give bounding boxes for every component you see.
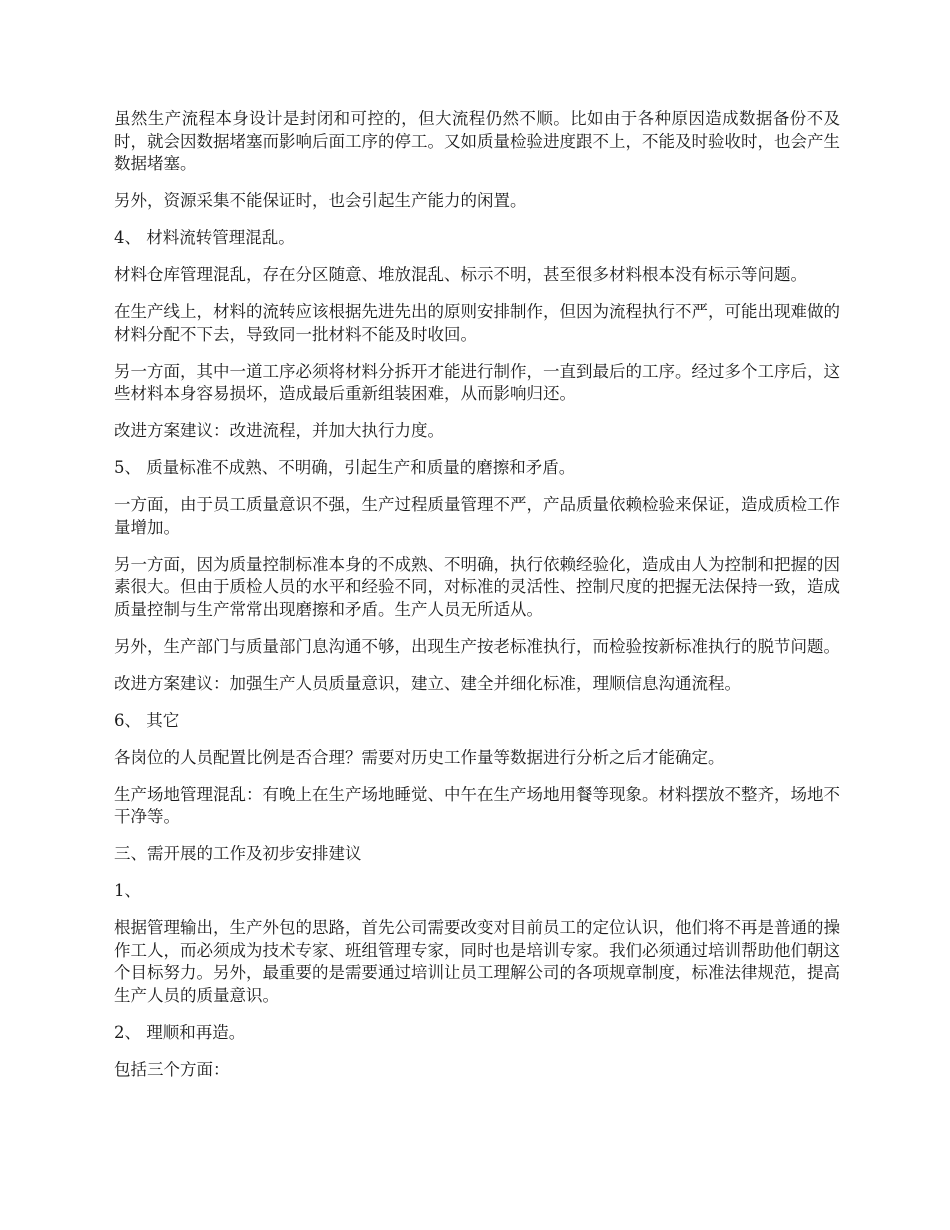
paragraph-warehouse: 材料仓库管理混乱，存在分区随意、堆放混乱、标示不明，甚至很多材料根本没有标示等问题。 [114,265,807,284]
paragraph-training: 根据管理输出，生产外包的思路，首先公司需要改变对目前员工的定位认识，他们将不再是普通的操作工人，而必须成为技术专家、班组管理专家，同时也是培训专家。我们必须通过培训帮助他们朝这个目标努力。另外，最重要的是需要通过培训让员工理解公司的各项规章制度，标准法律规范，提高生产人员的质量意识。 [114,918,840,1005]
heading-item-2: 2、 理顺和再造。 [114,1022,246,1042]
paragraph-production-line: 在生产线上，材料的流转应该根据先进先出的原则安排制作，但因为流程执行不严，可能出现难做的材料分配不下去，导致同一批材料不能及时收回。 [114,302,840,344]
paragraph-suggestion-process: 改进方案建议：改进流程，并加大执行力度。 [114,421,444,440]
paragraph-resource-collection: 另外，资源采集不能保证时，也会引起生产能力的闲置。 [114,191,527,210]
paragraph-quality-control: 另一方面，因为质量控制标准本身的不成熟、不明确，执行依赖经验化，造成由人为控制和把握的因素很大。但由于质检人员的水平和经验不同，对标准的灵活性、控制尺度的把握无法保持一致，造成质量控制与生产常常出现磨擦和矛盾。生产人员无所适从。 [114,554,840,619]
document-page [114,108,840,1096]
heading-4-material-flow: 4、 材料流转管理混乱。 [114,228,295,247]
paragraph-quality-awareness: 一方面，由于员工质量意识不强，生产过程质量管理不严，产品质量依赖检验来保证，造成质检工作量增加。 [114,495,840,537]
paragraph-disassembly: 另一方面，其中一道工序必须将材料分拆开才能进行制作，一直到最后的工序。经过多个工序后，这些材料本身容易损坏，造成最后重新组装困难，从而影响归还。 [114,361,840,403]
paragraph-three-aspects: 包括三个方面： [114,1059,230,1079]
paragraph-site-management: 生产场地管理混乱：有晚上在生产场地睡觉、中午在生产场地用餐等现象。材料摆放不整齐，场地不干净等。 [114,784,840,826]
paragraph-data-backup: 虽然生产流程本身设计是封闭和可控的，但大流程仍然不顺。比如由于各种原因造成数据备份不及时，就会因数据堵塞而影响后面工序的停工。又如质量检验进度跟不上，不能及时验收时，也会产生数据堵塞。 [114,109,840,173]
heading-item-1: 1、 [114,881,141,900]
paragraph-suggestion-quality: 改进方案建议：加强生产人员质量意识，建立、建全并细化标准，理顺信息沟通流程。 [114,673,741,693]
heading-6-other: 6、 其它 [114,710,180,730]
heading-5-quality-standard: 5、 质量标准不成熟、不明确，引起生产和质量的磨擦和矛盾。 [114,458,576,477]
paragraph-staffing: 各岗位的人员配置比例是否合理？需要对历史工作量等数据进行分析之后才能确定。 [114,747,725,767]
paragraph-communication: 另外，生产部门与质量部门息沟通不够，出现生产按老标准执行，而检验按新标准执行的脱节问题。 [114,636,840,656]
heading-section-3: 三、需开展的工作及初步安排建议 [114,844,362,863]
